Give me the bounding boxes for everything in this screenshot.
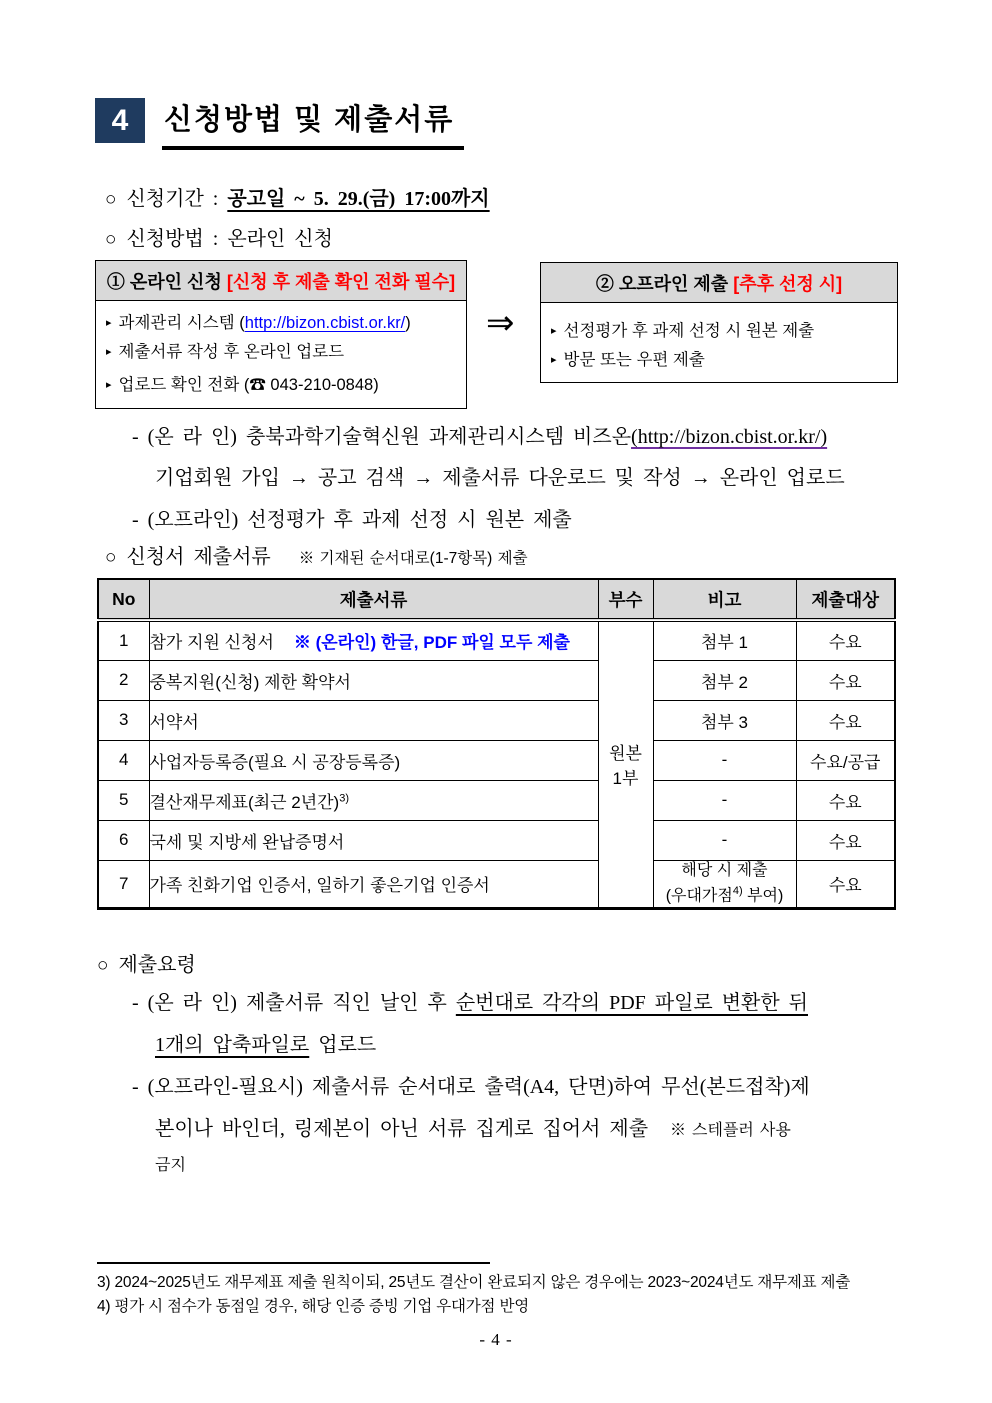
row-no: 4 [98,740,149,780]
copies-merged-cell [598,620,653,908]
offline-item-visit [551,346,889,375]
method-value: 온라인 신청 [227,228,333,250]
table-row [98,740,895,780]
row-remark: 첨부 1 [653,620,796,660]
online-item1-close: ) [405,314,411,332]
offline-submission-box [540,262,898,383]
circle-bullet-icon: ○ [97,955,109,976]
copies-line2: 1부 [612,769,639,789]
process-online-line [132,420,827,449]
instructions-online-underlined2: 1개의 압축파일로 [155,1034,310,1056]
online-box-header [96,261,466,301]
row-remark: - [653,820,796,860]
table-row [98,820,895,860]
row-doc: 서약서 [149,700,598,740]
bizon-url-text[interactable]: (http://bizon.cbist.or.kr/) [631,426,828,448]
row-remark: - [653,780,796,820]
table-row [98,700,895,740]
offline-box-title: ② 오프라인 제출 [595,274,734,294]
row-target: 수요 [796,660,895,700]
footnote-ref-3: 3) [339,791,350,804]
col-header-remark: 비고 [653,579,796,620]
period-label: 신청기간 : [126,188,228,210]
col-header-doc: 제출서류 [149,579,598,620]
col-header-copies: 부수 [598,579,653,620]
online-application-box [95,260,467,409]
online-box-red-note: [신청 후 제출 확인 전화 필수] [226,272,456,292]
remark-line2-post: 부여) [742,887,784,905]
doc-name: 참가 지원 신청서 [149,633,274,653]
triangle-bullet-icon: ▸ [551,354,557,366]
triangle-bullet-icon: ▸ [106,317,112,329]
table-row [98,780,895,820]
triangle-bullet-icon: ▸ [106,346,112,358]
table-row [98,620,895,660]
offline-item-original [551,317,889,346]
stapler-note-part2: 금지 [155,1157,186,1174]
instructions-online-post: 업로드 [309,1034,377,1056]
page-number: - 4 - [479,1330,513,1349]
triangle-bullet-icon: ▸ [106,379,112,391]
application-method-line [105,222,333,251]
row-no: 6 [98,820,149,860]
remark-line2-pre: (우대가점 [665,887,733,905]
row-target: 수요/공급 [796,740,895,780]
row-remark: 첨부 2 [653,660,796,700]
circle-bullet-icon: ○ [105,229,117,250]
offline-box-header [541,263,897,303]
doc-name: 결산재무제표(최근 2년간) [149,792,340,812]
section-number: 4 [111,103,129,137]
footnote-3: 3) 2024~2025년도 재무제표 제출 원칙이되, 25년도 결산이 완료되지 않은 경우에는 2023~2024년도 재무제표 제출 [97,1274,851,1291]
row-doc [149,620,598,660]
col-header-target: 제출대상 [796,579,895,620]
row-no: 3 [98,700,149,740]
instructions-offline-line1: - (오프라인-필요시) 제출서류 순서대로 출력(A4, 단면)하여 무선(본드접착)제 [132,1076,810,1098]
instructions-online-underlined1: 순번대로 각각의 PDF 파일로 변환한 뒤 [455,992,808,1014]
instructions-online-line2 [155,1028,376,1057]
process-online-text: - (온 라 인) 충북과학기술혁신원 과제관리시스템 비즈온 [132,426,632,448]
row-target: 수요 [796,700,895,740]
instructions-offline-text: 본이나 바인더, 링제본이 아닌 서류 집게로 집어서 제출 [155,1118,649,1140]
circle-bullet-icon: ○ [105,189,117,210]
footnote-4: 4) 평가 시 점수가 동점일 경우, 해당 인증 증빙 기업 우대가점 반영 [97,1298,529,1315]
offline-item1-text: 선정평가 후 과제 선정 시 원본 제출 [563,322,815,340]
online-item3-text: 업로드 확인 전화 (☎ 043-210-0848) [118,376,379,394]
online-item-phone [106,371,458,400]
row-target: 수요 [796,820,895,860]
footnote-separator [97,1262,490,1264]
process-offline-line: - (오프라인) 선정평가 후 과제 선정 시 원본 제출 [132,509,572,531]
row-no: 1 [98,620,149,660]
row-no: 2 [98,660,149,700]
documents-heading [105,540,528,569]
row-target: 수요 [796,780,895,820]
row-no: 5 [98,780,149,820]
offline-box-red-note: [추후 선정 시] [733,274,843,294]
row-target: 수요 [796,860,895,908]
row-doc: 국세 및 지방세 완납증명서 [149,820,598,860]
section-number-badge [95,98,145,143]
row-doc: 중복지원(신청) 제한 확약서 [149,660,598,700]
online-box-body [96,301,466,408]
row-remark: - [653,740,796,780]
online-item2-text: 제출서류 작성 후 온라인 업로드 [118,343,345,361]
documents-title: 신청서 제출서류 [126,546,271,568]
instructions-offline-line2 [155,1112,791,1141]
online-box-title: ① 온라인 신청 [106,272,227,292]
instructions-online-pre: - (온 라 인) 제출서류 직인 날인 후 [132,992,456,1014]
application-period-line [105,182,490,211]
instructions-heading [97,948,196,977]
row-remark: 첨부 3 [653,700,796,740]
offline-box-body [541,303,897,383]
circle-bullet-icon: ○ [105,547,117,568]
doc-blue-note: ※ (온라인) 한글, PDF 파일 모두 제출 [293,633,570,653]
instructions-title: 제출요령 [118,954,196,976]
offline-item2-text: 방문 또는 우편 제출 [563,351,705,369]
documents-order-note: ※ 기재된 순서대로(1-7항목) 제출 [298,550,528,567]
row-no: 7 [98,860,149,908]
col-header-no: No [98,579,149,620]
copies-line1: 원본 [609,744,642,764]
double-arrow-icon: ⇒ [486,304,515,342]
documents-table [97,578,896,910]
table-row [98,660,895,700]
online-item-upload [106,338,458,367]
instructions-online-line1 [132,986,808,1015]
remark-line2 [654,881,796,906]
online-item-system [106,309,458,338]
page-title: 신청방법 및 제출서류 [162,97,464,150]
bizon-link[interactable]: http://bizon.cbist.or.kr/ [244,314,406,332]
row-target: 수요 [796,620,895,660]
process-online-flow-line: 기업회원 가입 → 공고 검색 → 제출서류 다운로드 및 작성 → 온라인 업로드 [155,467,845,489]
table-header-row [98,579,895,620]
triangle-bullet-icon: ▸ [551,325,557,337]
row-doc: 가족 친화기업 인증서, 일하기 좋은기업 인증서 [149,860,598,908]
method-label: 신청방법 : [126,228,228,250]
online-item1-text: 과제관리 시스템 ( [118,314,245,332]
footnote-ref-4: 4) [732,884,743,897]
stapler-note-part1: ※ 스테플러 사용 [670,1122,791,1139]
row-doc [149,780,598,820]
row-remark [653,860,796,908]
remark-line1: 해당 시 제출 [681,861,768,879]
period-value: 공고일 ~ 5. 29.(금) 17:00까지 [227,188,490,210]
row-doc: 사업자등록증(필요 시 공장등록증) [149,740,598,780]
table-row [98,860,895,908]
